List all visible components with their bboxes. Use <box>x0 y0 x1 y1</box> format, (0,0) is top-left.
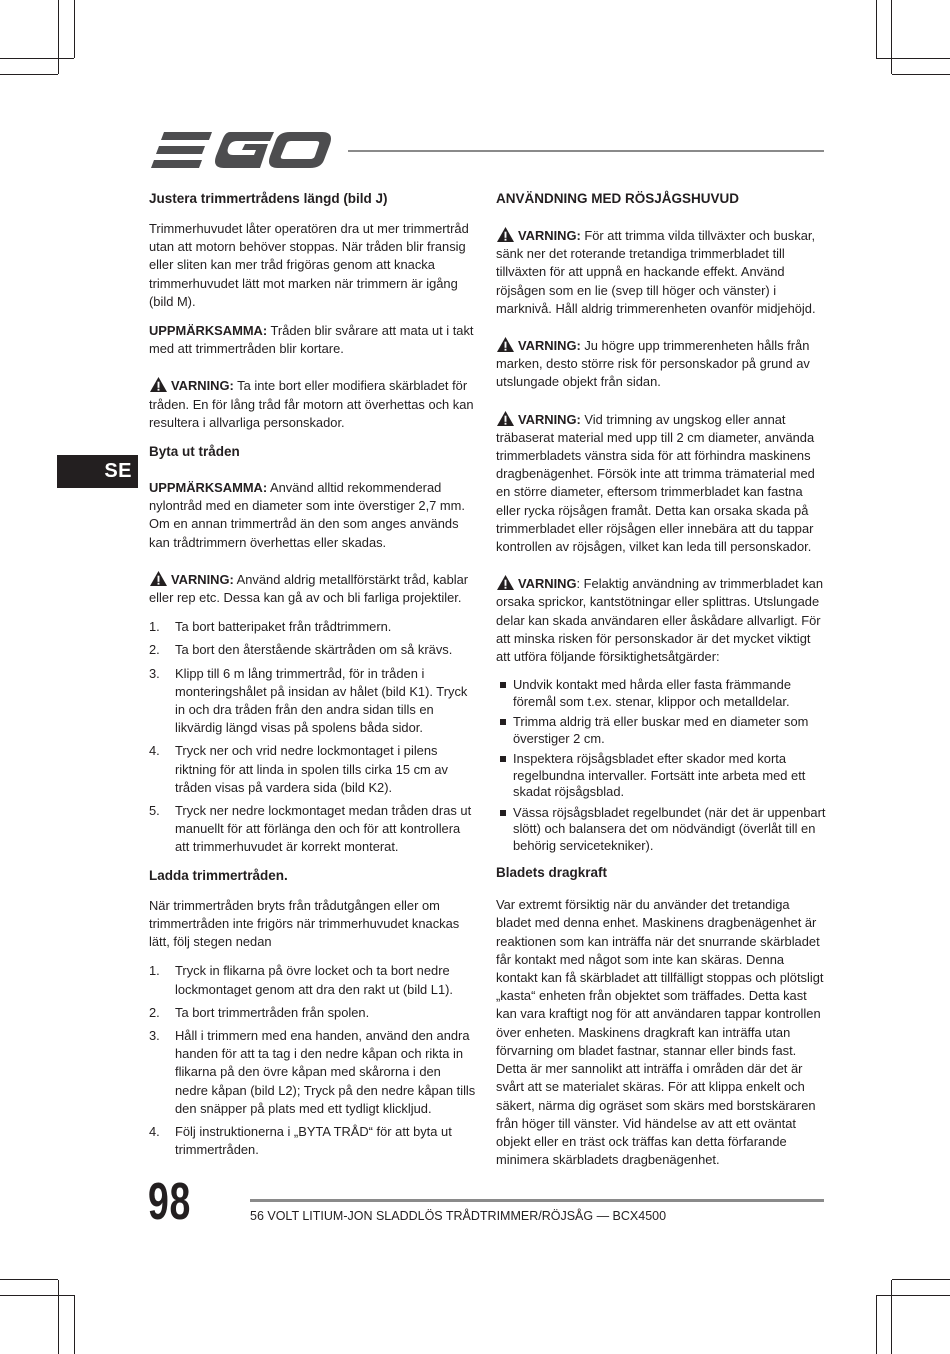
crop-mark <box>892 1279 950 1280</box>
warning <box>496 336 826 392</box>
ego-logo <box>150 128 332 177</box>
crop-mark <box>0 74 58 75</box>
list-item: 3. Håll i trimmern med ena handen, använd den andra handen för att ta tag i den nedre kåpan och rikta in flikarna på den övre kåpan med skårorna i den nedre kåpan (bild L2); Tryck på den nedre kåpan tills den snäpper på plats med ett tydligt klickljud. <box>149 1027 476 1116</box>
list-item: Inspektera röjsågsbladet efter skador med korta regelbundna intervaller. Fortsätt inte arbeta med ett skadat röjsågsblad. <box>496 751 826 801</box>
warning-text: Vid trimning av ungskog eller annat träbaserat material med upp till 2 cm diameter, använda trimmerbladets vänstra sida för att förhindra maskinens dragbenägenhet. Försök inte att trimma trämaterial med en större diameter, eftersom trimmerbladet kan fastna eller rycka röjsågen framåt. Detta kan orsaka skada på trimmerbladet eller röjsågen eller innebära att du tappar kontrollen av röjsågen, vilket kan leda till personskador. <box>496 411 815 555</box>
list-item: 2. Ta bort den återstående skärtråden om så krävs. <box>149 642 453 658</box>
list-item: 1. Tryck in flikarna på övre locket och ta bort nedre lockmontaget genom att dra den rakt ut (bild L1). <box>149 963 454 997</box>
warning-keyword: VARNING: <box>518 338 581 354</box>
crop-mark <box>876 1295 877 1354</box>
warning-icon <box>496 574 515 591</box>
warning-text: Använd aldrig metallförstärkt tråd, kablar eller rep etc. Dessa kan gå av och bli farliga projektiler. <box>149 571 469 606</box>
crop-mark <box>0 58 74 59</box>
notice <box>149 479 477 552</box>
steps-list <box>149 618 477 856</box>
list-item: 5. Tryck ner nedre lockmontaget medan tråden dras ut manuellt för att förlänga den och för att kontrollera att trimmerhuvudet är korrekt monterat. <box>149 803 472 855</box>
paragraph: Trimmerhuvudet låter operatören dra ut mer trimmertråd utan att motorn behöver stoppas. När tråden blir fransig eller sliten kan mer tråd frigöras genom att knacka trimmerhuvudet lätt mot marken när trimmern är igång (bild M). <box>149 221 469 309</box>
bullet-list <box>496 677 826 854</box>
warning <box>149 376 477 432</box>
warning-keyword: VARNING: <box>171 571 234 587</box>
warning-icon <box>496 226 515 243</box>
paragraph: När trimmertråden bryts från trådutgången eller om trimmertråden inte frigörs när trimmerhuvudet knackas lätt, följ stegen nedan <box>149 897 460 950</box>
crop-mark <box>0 1279 58 1280</box>
crop-mark <box>876 0 877 58</box>
right-column <box>496 190 826 1180</box>
list-item: 4. Följ instruktionerna i „BYTA TRÅD“ för att byta ut trimmertråden. <box>149 1123 452 1158</box>
warning <box>496 574 826 666</box>
warning-keyword: VARNING: <box>171 378 234 394</box>
section-heading: ANVÄNDNING MED RÖSJÅGSHUVUD <box>496 191 740 206</box>
notice-keyword: UPPMÄRKSAMMA: <box>149 323 268 339</box>
notice <box>149 322 477 358</box>
notice-text: Tråden blir svårare att mata ut i takt med att trimmertråden blir kortare. <box>149 323 474 357</box>
header-rule <box>348 150 824 152</box>
warning-icon <box>496 410 515 427</box>
crop-mark <box>891 0 892 74</box>
bullet-icon <box>500 719 506 725</box>
list-item: Vässa röjsågsbladet regelbundet (när det är uppenbart slött) och balansera det om nödvändigt (överlåt till en behörig servicetekniker). <box>496 805 826 855</box>
list-item: Undvik kontakt med hårda eller fasta främmande föremål som t.ex. stenar, klippor och metalldelar. <box>496 677 826 710</box>
section-heading: Bladets dragkraft <box>496 865 608 881</box>
section-heading: Byta ut tråden <box>149 444 240 460</box>
crop-mark <box>876 1295 950 1296</box>
warning <box>149 570 477 607</box>
warning-keyword: VARNING <box>518 576 577 592</box>
ego-logo-mark <box>150 128 332 172</box>
crop-mark <box>58 1280 59 1354</box>
section-heading: Justera trimmertrådens längd (bild J) <box>149 191 388 206</box>
page-number: 98 <box>148 1173 192 1231</box>
crop-mark <box>0 1295 74 1296</box>
section-heading: Ladda trimmertråden. <box>149 867 288 883</box>
left-column <box>149 190 477 1169</box>
list-item: 3. Klipp till 6 m lång trimmertråd, för in tråden i monteringshålet på insidan av hålet (bild K1). Tryck in och dra tråden från den andra sidan tills en likvärdig längd visas på spolens båda sidor. <box>149 665 468 736</box>
crop-mark <box>74 0 75 58</box>
warning-icon <box>149 376 168 393</box>
paragraph: Var extremt försiktig när du använder det tretandiga bladet med denna enhet. Maskinens dragbenägenhet är reaktionen som kan inträffa när det snurrande skärbladet får kontakt med något som inte kan skäras. Denna kontakt kan få skärbladet att tillfälligt stoppas och plötsligt „kasta“ enheten från objektet som träffades. Detta kast kan vara kraftigt nog för att användaren tappar kontrollen över enheten. Maskinens dragkraft kan inträffa utan förvarning om bladet fastnar, stannar eller binds fast. Detta är mer sannolikt att inträffa i områden där det är svårt att se materialet skäras. För att klippa enkelt och säkert, närma dig ogräset som skärs med borstskäraren från höger till vänster. Vid händelse av att ett oväntat objekt eller en träst ock träffas kan detta förfarande minimera skärbladets dragbenägenhet. <box>496 897 824 1168</box>
crop-mark <box>58 0 59 74</box>
warning-text: Ju högre upp trimmerenheten hålls från marken, desto större risk för personskador på grund av utslungade objekt från sidan. <box>496 338 810 390</box>
crop-mark <box>892 74 950 75</box>
warning-icon <box>149 570 168 587</box>
warning-text: För att trimma vilda tillväxter och buskar, sänk ner det roterande tretandiga trimmerbladet till tillväxten för att uppnå en hackande effekt. Använd röjsågen som en lie (svep till höger och vänster) i marknivå. Håll aldrig trimmerenheten ovanför midjehöjd. <box>496 228 816 316</box>
warning-text: : Felaktig användning av trimmerbladet kan orsaka sprickor, kantstötningar eller splittras. Utslungade delar kan skada användaren eller åskådare allvarligt. För att minska risken för personskador är det mycket viktigt att utföra följande försiktighetsåtgärder: <box>496 576 823 665</box>
crop-mark <box>891 1280 892 1354</box>
bullet-icon <box>500 682 506 688</box>
language-tab: SE <box>57 455 138 488</box>
warning-text: Ta inte bort eller modifiera skärbladet för tråden. En för lång tråd får motorn att överhettas och kan resultera i allvarliga personskador. <box>149 378 474 430</box>
notice-keyword: UPPMÄRKSAMMA: <box>149 480 268 496</box>
list-item: 4. Tryck ner och vrid nedre lockmontaget i pilens riktning för att linda in spolen tills cirka 15 cm av tråden visas på vardera sida (bild K2). <box>149 743 448 795</box>
warning-keyword: VARNING: <box>518 228 581 243</box>
warning-keyword: VARNING: <box>518 411 581 427</box>
warning-icon <box>496 336 515 353</box>
bullet-icon <box>500 756 506 762</box>
footer-rule <box>250 1199 824 1202</box>
crop-mark <box>74 1295 75 1354</box>
list-item: 2. Ta bort trimmertråden från spolen. <box>149 1004 370 1020</box>
steps-list <box>149 962 477 1159</box>
bullet-icon <box>500 810 506 816</box>
notice-text: Använd alltid rekommenderad nylontråd med en diameter som inte överstiger 2,7 mm. Om en annan trimmertråd än den som anges används kan trådtrimmern överhettas eller skadas. <box>149 480 465 550</box>
list-item: Trimma aldrig trä eller buskar med en diameter som överstiger 2 cm. <box>496 714 826 747</box>
list-item: 1. Ta bort batteripaket från trådtrimmern. <box>149 619 392 635</box>
crop-mark <box>876 58 950 59</box>
footer-title: 56 VOLT LITIUM-JON SLADDLÖS TRÅDTRIMMER/RÖJSÅG — BCX4500 <box>250 1209 667 1223</box>
warning <box>496 226 826 318</box>
warning <box>496 410 826 557</box>
